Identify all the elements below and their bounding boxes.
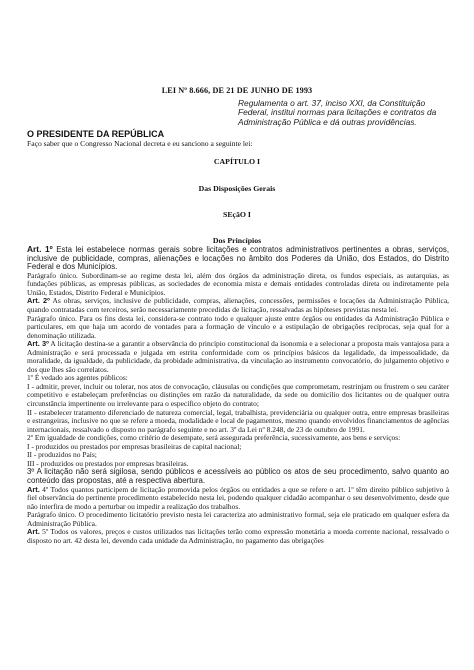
law-paragraph	[27, 340, 449, 374]
law-paragraph	[27, 511, 449, 528]
law-title: LEI Nº 8.666, DE 21 DE JUNHO DE 1993	[161, 86, 313, 95]
chapter-title: Das Disposições Gerais	[198, 184, 276, 193]
law-ementa: Regulamenta o art. 37, inciso XXI, da Constituição Federal, institui normas para licitações e contratos da Administração Pública e dá outras providências.	[238, 98, 437, 127]
law-paragraph	[27, 409, 449, 435]
paragraph-text: II - produzidos no País;	[27, 450, 97, 460]
paragraph-text: 2º Em igualdade de condições, como critério de desempate, será assegurada preferência, sucessivamente, aos bens e serviços:	[27, 433, 401, 443]
paragraph-text: 1º É vedado aos agentes públicos:	[27, 373, 128, 383]
article-label: Art. 3º	[27, 339, 49, 349]
article-label: Art. 1º	[27, 245, 53, 254]
paragraph-text: III - produzidos ou prestados por empresas brasileiras.	[27, 458, 189, 468]
law-paragraph	[27, 383, 449, 409]
paragraph-text: 3º A licitação não será sigilosa, sendo públicos e acessíveis ao público os atos de seu procedimento, salvo quanto ao conteúdo das propostas, até a respectiva abertura.	[27, 467, 449, 485]
law-paragraph	[27, 245, 449, 272]
law-paragraph	[27, 468, 449, 485]
article-label: Art.	[27, 484, 40, 494]
paragraph-text: II - estabelecer tratamento diferenciado de natureza comercial, legal, trabalhista, previdenciária ou qualquer outra, entre empresas brasileiras e estrangeiras, inclusive no que se refere a moeda, modalidade e local de pagamentos, mesmo quando envolvidos financiamentos de agências internacionais, ressalvado o disposto no parágrafo seguinte e no art. 3º da Lei nº 8.248, de 23 de outubro de 1991.	[27, 407, 449, 434]
law-paragraph	[27, 297, 449, 314]
president-heading: O PRESIDENTE DA REPÚBLICA	[27, 129, 165, 139]
paragraph-text: I - admitir, prever, incluir ou tolerar, nos atos de convocação, cláusulas ou condições que comprometam, restrinjam ou frustrem o seu caráter competitivo e estabeleçam preferências ou distinções em razão da naturalidade, da sede ou domicílio dos licitantes ou de qualquer outra circunstância impertinente ou irrelevante para o específico objeto do contrato;	[27, 381, 449, 408]
paragraph-text: Parágrafo único. Subordinam-se ao regime desta lei, além dos órgãos da administração direta, os fundos especiais, as autarquias, as fundações públicas, as empresas públicas, as sociedades de economia mista e demais entidades controladas direta ou indiretamente pela União, Estados, Distrito Federal e Municípios.	[27, 270, 449, 297]
paragraph-text: Esta lei estabelece normas gerais sobre licitações e contratos administrativos pertinentes a obras, serviços, inclusive de publicidade, compras, alienações e locações no âmbito dos Poderes da União, dos Estados, do Distrito Federal e dos Municípios.	[27, 245, 449, 272]
paragraph-text: A licitação destina-se a garantir a observância do princípio constitucional da isonomia e a selecionar a proposta mais vantajosa para a Administração e será processada e julgada em estrita conformidade com os princípios básicos da legalidade, da impessoalidade, da moralidade, da igualdade, da publicidade, da probidade administrativa, da vinculação ao instrumento convocatório, do julgamento objetivo e dos que lhes são correlatos.	[27, 339, 449, 374]
law-paragraph	[27, 528, 449, 545]
paragraph-text: 5º Todos os valores, preços e custos utilizados nas licitações terão como expressão monetária a moeda corrente nacional, ressalvado o disposto no art. 42 desta lei, devendo cada unidade da Administração, no pagamento das obrigações	[27, 527, 449, 545]
paragraph-text: I - produzidos ou prestados por empresas brasileiras de capital nacional;	[27, 441, 242, 451]
chapter-heading: CAPÍTULO I	[213, 157, 261, 166]
article-label: Art. 2º	[27, 296, 50, 306]
paragraph-text: Parágrafo único. O procedimento licitatório previsto nesta lei caracteriza ato administrativo formal, seja ele praticado em qualquer esfera da Administração Pública.	[27, 510, 449, 528]
law-paragraph	[27, 315, 449, 341]
law-body	[27, 245, 449, 665]
paragraph-text: As obras, serviços, inclusive de publicidade, compras, alienações, concessões, permissões e locações da Administração Pública, quando contratadas com terceiros, serão necessariamente precedidas de licitação, ressalvadas as hipóteses previstas nesta lei.	[27, 296, 449, 314]
section-title: Dos Princípios	[212, 236, 262, 245]
paragraph-text: Parágrafo único. Para os fins desta lei, considera-se contrato todo e qualquer ajuste entre órgãos ou entidades da Administração Pública e particulares, em que haja um acordo de vontades para a formação de vínculo e a estipulação de obrigações recíprocas, seja qual for a denominação utilizada.	[27, 313, 449, 340]
section-heading: SEçãO I	[223, 210, 251, 219]
law-paragraph	[27, 272, 449, 298]
intro-text: Faço saber que o Congresso Nacional decreta e eu sanciono a seguinte lei:	[27, 139, 253, 148]
article-label: Art.	[27, 527, 40, 537]
paragraph-text: 4º Todos quantos participem de licitação promovida pelos órgãos ou entidades a que se refere o art. 1º têm direito público subjetivo à fiel observância do pertinente procedimento estabelecido nesta lei, podendo qualquer cidadão acompanhar o seu desenvolvimento, desde que não interfira de modo a perturbar ou impedir a realização dos trabalhos.	[27, 484, 449, 511]
law-paragraph	[27, 486, 449, 512]
